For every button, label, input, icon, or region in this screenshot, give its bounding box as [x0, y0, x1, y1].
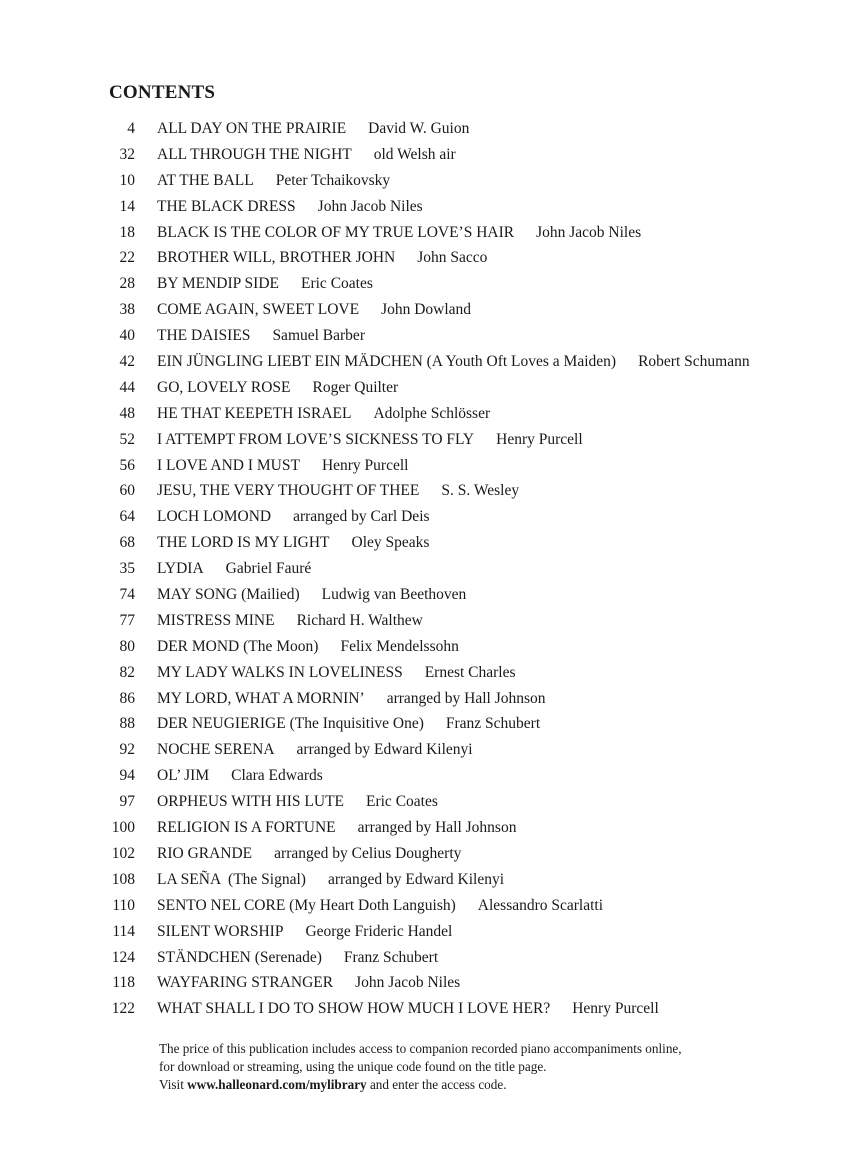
toc-entry	[0, 246, 864, 272]
toc-song-title-text: I ATTEMPT FROM LOVE’S SICKNESS TO FLY	[157, 430, 475, 448]
toc-song-title-text: LA SEÑA (The Signal)	[157, 870, 306, 888]
toc-song-title-text: WAYFARING STRANGER	[157, 974, 334, 992]
toc-song-title	[157, 505, 430, 529]
toc-composer: arranged by Edward Kilenyi	[296, 741, 473, 759]
toc-composer: Roger Quilter	[312, 378, 399, 396]
toc-song-title-text: DER MOND (The Moon)	[157, 637, 319, 655]
toc-entry	[0, 324, 864, 350]
access-note-line: The price of this publication includes access to companion recorded piano accompaniments online,	[159, 1041, 682, 1056]
toc-song-title-text: MY LORD, WHAT A MORNIN’	[157, 689, 365, 707]
toc-composer: arranged by Hall Johnson	[386, 689, 546, 707]
toc-page-number: 68	[119, 534, 135, 552]
access-note-visit: Visit	[159, 1077, 188, 1092]
contents-heading: CONTENTS	[109, 82, 216, 103]
toc-composer: David W. Guion	[368, 120, 470, 137]
toc-song-title	[157, 169, 390, 193]
toc-song-title	[157, 376, 398, 400]
toc-composer: Henry Purcell	[321, 456, 409, 474]
toc-entry	[0, 117, 864, 143]
toc-entry	[0, 661, 864, 687]
toc-page-number: 80	[119, 637, 135, 655]
toc-composer: Eric Coates	[301, 275, 373, 293]
toc-composer: John Sacco	[417, 249, 488, 267]
toc-page-number: 40	[119, 327, 135, 345]
toc-page-number: 82	[119, 663, 135, 681]
toc-song-title	[157, 324, 365, 348]
toc-song-title	[157, 946, 438, 970]
toc-song-title-text: EIN JÜNGLING LIEBT EIN MÄDCHEN (A Youth Oft Loves a Maiden)	[157, 353, 617, 371]
toc-song-title	[157, 971, 460, 995]
toc-song-title-text: ALL THROUGH THE NIGHT	[157, 145, 352, 163]
toc-entry	[0, 169, 864, 195]
toc-composer: John Dowland	[381, 301, 472, 319]
toc-entry	[0, 609, 864, 635]
access-note-suffix: and enter the access code.	[366, 1077, 507, 1092]
toc-entry	[0, 790, 864, 816]
toc-song-title	[157, 195, 423, 219]
toc-page-number: 108	[111, 870, 135, 888]
toc-entry	[0, 505, 864, 531]
toc-page-number: 110	[112, 896, 135, 914]
toc-entry	[0, 738, 864, 764]
toc-composer: Gabriel Fauré	[225, 560, 312, 578]
toc-song-title	[157, 894, 603, 918]
toc-song-title-text: THE LORD IS MY LIGHT	[157, 534, 330, 552]
toc-page-number: 88	[119, 715, 135, 733]
toc-page-number: 56	[119, 456, 135, 474]
toc-page-number: 118	[112, 974, 135, 992]
toc-entry	[0, 557, 864, 583]
access-note-line	[159, 1076, 779, 1094]
toc-song-title	[157, 479, 519, 503]
toc-song-title	[157, 583, 466, 607]
toc-page-number: 94	[119, 767, 135, 785]
toc-song-title	[157, 816, 516, 840]
toc-composer: Oley Speaks	[351, 534, 430, 552]
toc-song-title-text: ALL DAY ON THE PRAIRIE	[157, 120, 347, 137]
toc-page-number: 60	[119, 482, 135, 500]
toc-page-number: 77	[119, 611, 135, 629]
toc-song-title-text: RIO GRANDE	[157, 844, 253, 862]
toc-page-number: 52	[119, 430, 135, 448]
toc-song-title	[157, 402, 490, 426]
toc-song-title-text: ORPHEUS WITH HIS LUTE	[157, 793, 344, 811]
toc-song-title	[157, 454, 408, 478]
toc-composer: John Jacob Niles	[536, 223, 642, 241]
toc-song-title-text: STÄNDCHEN (Serenade)	[157, 948, 322, 966]
toc-song-title-text: LYDIA	[157, 560, 204, 578]
toc-entry	[0, 712, 864, 738]
toc-song-title-text: LOCH LOMOND	[157, 508, 272, 526]
toc-composer: Robert Schumann	[638, 353, 750, 371]
toc-page-number: 86	[119, 689, 135, 707]
toc-entry	[0, 298, 864, 324]
toc-composer: arranged by Celius Dougherty	[274, 844, 462, 862]
toc-entry	[0, 816, 864, 842]
access-note	[159, 1040, 779, 1094]
toc-page-number: 124	[111, 948, 135, 966]
toc-entry	[0, 454, 864, 480]
toc-song-title-text: THE DAISIES	[157, 327, 251, 345]
toc-composer: John Jacob Niles	[355, 974, 461, 992]
toc-composer: Alessandro Scarlatti	[477, 896, 604, 914]
toc-song-title-text: BLACK IS THE COLOR OF MY TRUE LOVE’S HAIR	[157, 223, 515, 241]
toc-song-title-text: SENTO NEL CORE (My Heart Doth Languish)	[157, 896, 456, 914]
toc-song-title-text: THE BLACK DRESS	[157, 197, 296, 215]
toc-entry	[0, 143, 864, 169]
toc-page-number: 32	[119, 145, 135, 163]
toc-composer: John Jacob Niles	[317, 197, 423, 215]
toc-entry	[0, 635, 864, 661]
toc-entry	[0, 946, 864, 972]
toc-song-title	[157, 143, 456, 167]
toc-song-title-text: MAY SONG (Mailied)	[157, 586, 300, 604]
toc-song-title-text: MY LADY WALKS IN LOVELINESS	[157, 663, 403, 681]
toc-song-title-text: SILENT WORSHIP	[157, 922, 284, 940]
toc-page-number: 48	[119, 404, 135, 422]
toc-entry	[0, 842, 864, 868]
toc-page-number: 102	[111, 844, 135, 862]
toc-song-title	[157, 246, 487, 270]
toc-entry	[0, 583, 864, 609]
toc-page-number: 74	[119, 586, 135, 604]
toc-composer: Ernest Charles	[424, 663, 516, 681]
toc-song-title	[157, 920, 452, 944]
toc-entry	[0, 531, 864, 557]
toc-composer: Henry Purcell	[496, 430, 583, 448]
toc-entry	[0, 687, 864, 713]
toc-composer: Peter Tchaikovsky	[275, 171, 391, 189]
toc-entry	[0, 402, 864, 428]
toc-song-title	[157, 531, 429, 555]
toc-page-number: 114	[112, 922, 135, 940]
toc-composer: arranged by Hall Johnson	[357, 819, 517, 837]
toc-entry	[0, 971, 864, 997]
toc-page-number: 122	[111, 1000, 135, 1018]
contents-list	[0, 117, 864, 1023]
toc-page-number: 44	[119, 378, 135, 396]
toc-composer: S. S. Wesley	[441, 482, 520, 500]
toc-song-title-text: JESU, THE VERY THOUGHT OF THEE	[157, 482, 420, 500]
toc-entry	[0, 764, 864, 790]
toc-song-title-text: HE THAT KEEPETH ISRAEL	[157, 404, 352, 422]
toc-song-title	[157, 661, 516, 685]
toc-entry	[0, 920, 864, 946]
toc-song-title	[157, 350, 750, 374]
toc-song-title	[157, 868, 504, 892]
toc-composer: arranged by Edward Kilenyi	[327, 870, 505, 888]
toc-page-number: 97	[119, 793, 135, 811]
toc-song-title-text: WHAT SHALL I DO TO SHOW HOW MUCH I LOVE HER?	[157, 1000, 551, 1018]
toc-song-title	[157, 221, 641, 245]
toc-song-title	[157, 790, 438, 814]
toc-composer: old Welsh air	[373, 145, 456, 163]
toc-song-title-text: AT THE BALL	[157, 171, 254, 189]
toc-song-title	[157, 687, 546, 711]
toc-song-title-text: OL’ JIM	[157, 767, 210, 785]
toc-entry	[0, 428, 864, 454]
toc-song-title-text: BROTHER WILL, BROTHER JOHN	[157, 249, 396, 267]
toc-composer: Henry Purcell	[572, 1000, 659, 1018]
toc-song-title	[157, 997, 659, 1021]
toc-song-title	[157, 609, 423, 633]
toc-entry	[0, 376, 864, 402]
toc-song-title	[157, 298, 471, 322]
toc-page-number: 35	[119, 560, 135, 578]
toc-page-number: 42	[119, 353, 135, 371]
toc-song-title	[157, 428, 583, 452]
toc-song-title-text: BY MENDIP SIDE	[157, 275, 279, 293]
toc-page-number: 38	[119, 301, 135, 319]
toc-song-title	[157, 557, 311, 581]
toc-page-number: 28	[119, 275, 135, 293]
toc-composer: Franz Schubert	[343, 948, 439, 966]
toc-composer: George Frideric Handel	[305, 922, 453, 940]
toc-entry	[0, 894, 864, 920]
toc-song-title	[157, 635, 459, 659]
toc-page-number: 18	[119, 223, 135, 241]
toc-song-title	[157, 738, 473, 762]
toc-entry	[0, 479, 864, 505]
toc-composer: Eric Coates	[366, 793, 438, 811]
toc-composer: Richard H. Walthew	[296, 611, 423, 629]
toc-composer: Samuel Barber	[272, 327, 365, 345]
toc-page-number: 64	[119, 508, 135, 526]
toc-page-number: 22	[119, 249, 135, 267]
toc-entry	[0, 350, 864, 376]
toc-composer: Franz Schubert	[445, 715, 541, 733]
toc-song-title-text: MISTRESS MINE	[157, 611, 275, 629]
toc-composer: arranged by Carl Deis	[293, 508, 430, 526]
toc-page-number: 10	[119, 171, 135, 189]
toc-entry	[0, 195, 864, 221]
toc-composer: Adolphe Schlösser	[373, 404, 491, 422]
access-note-line: for download or streaming, using the unique code found on the title page.	[159, 1059, 547, 1074]
toc-page-number: 100	[111, 819, 135, 837]
toc-entry	[0, 868, 864, 894]
toc-song-title-text: GO, LOVELY ROSE	[157, 378, 291, 396]
toc-song-title	[157, 712, 540, 736]
toc-song-title	[157, 764, 323, 788]
toc-song-title	[157, 272, 373, 296]
toc-song-title-text: DER NEUGIERIGE (The Inquisitive One)	[157, 715, 424, 733]
toc-page-number: 92	[119, 741, 135, 759]
toc-entry	[0, 221, 864, 247]
toc-song-title-text: RELIGION IS A FORTUNE	[157, 819, 336, 837]
toc-entry	[0, 997, 864, 1023]
toc-page-number: 4	[127, 120, 135, 137]
toc-page-number: 14	[119, 197, 135, 215]
toc-song-title-text: COME AGAIN, SWEET LOVE	[157, 301, 360, 319]
toc-composer: Clara Edwards	[231, 767, 323, 785]
toc-song-title-text: NOCHE SERENA	[157, 741, 275, 759]
toc-song-title-text: I LOVE AND I MUST	[157, 456, 300, 474]
toc-composer: Ludwig van Beethoven	[321, 586, 467, 604]
toc-song-title	[157, 842, 461, 866]
toc-composer: Felix Mendelssohn	[340, 637, 459, 655]
mylibrary-link[interactable]: www.halleonard.com/mylibrary	[187, 1077, 367, 1092]
toc-song-title	[157, 117, 469, 141]
toc-entry	[0, 272, 864, 298]
